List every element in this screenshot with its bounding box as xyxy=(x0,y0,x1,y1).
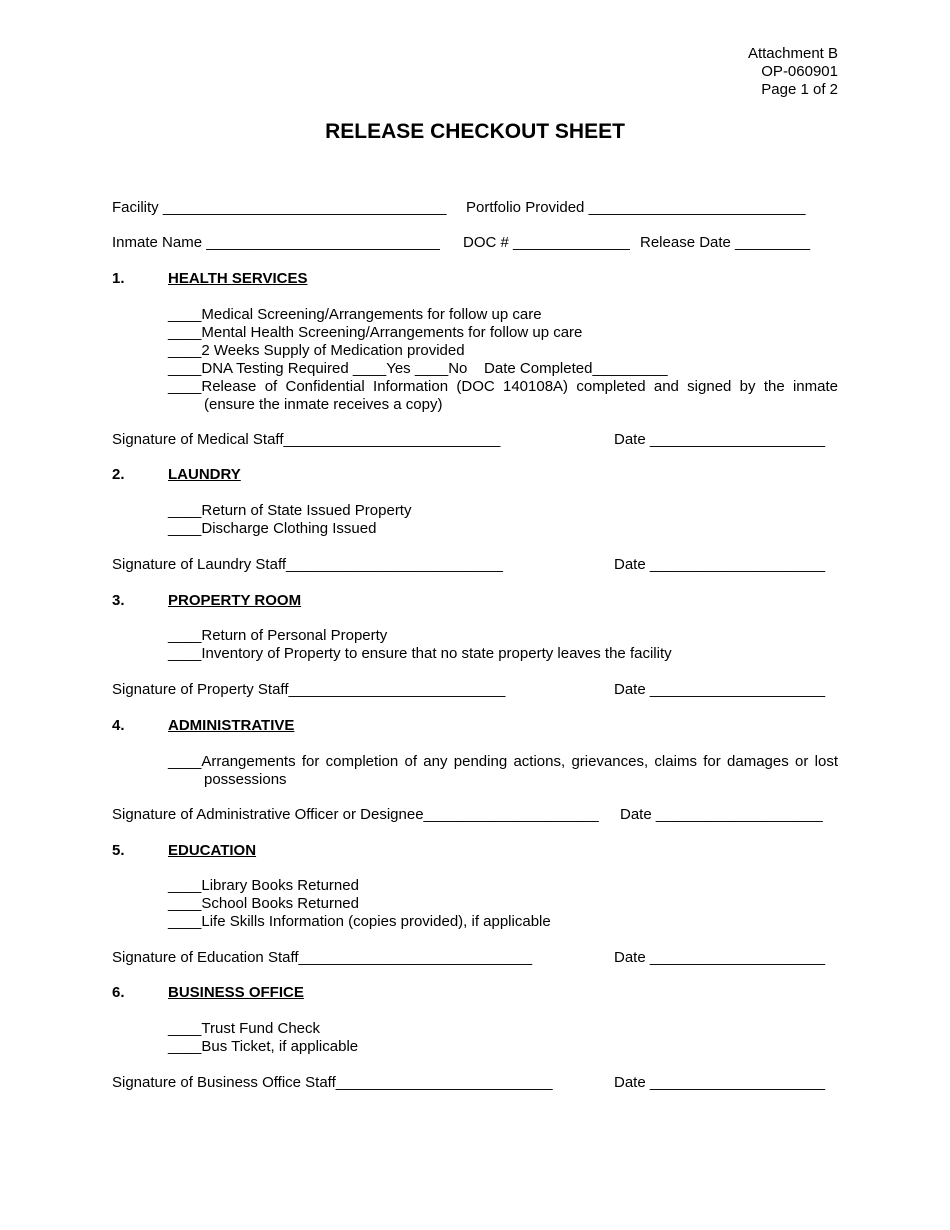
section-title-education: EDUCATION xyxy=(168,842,257,859)
section-title-administrative: ADMINISTRATIVE xyxy=(168,717,295,734)
inmate-name-field[interactable]: Inmate Name ____________________________ xyxy=(112,234,440,251)
section-title-business-office: BUSINESS OFFICE xyxy=(168,984,304,1001)
laundry-date-field[interactable]: Date _____________________ xyxy=(614,556,826,573)
checklist-item-continuation: (ensure the inmate receives a copy) xyxy=(204,396,443,413)
checklist-item[interactable]: ____DNA Testing Required ____Yes ____No Date Completed_________ xyxy=(168,360,668,377)
attachment-label: Attachment B xyxy=(747,45,838,62)
checklist-item[interactable]: ____Trust Fund Check xyxy=(168,1020,321,1037)
doc-number-field[interactable]: DOC # ______________ xyxy=(463,234,630,251)
section-title-health-services: HEALTH SERVICES xyxy=(168,270,308,287)
business-office-date-field[interactable]: Date _____________________ xyxy=(614,1074,826,1091)
section-title-laundry: LAUNDRY xyxy=(168,466,241,483)
checklist-item[interactable]: ____Discharge Clothing Issued xyxy=(168,520,377,537)
medical-signature-field[interactable]: Signature of Medical Staff__________________________ xyxy=(112,431,501,448)
checklist-item[interactable]: ____Arrangements for completion of any pending actions, grievances, claims for damages or lost xyxy=(168,753,838,770)
checklist-item[interactable]: ____Medical Screening/Arrangements for follow up care xyxy=(168,306,542,323)
medical-date-field[interactable]: Date _____________________ xyxy=(614,431,826,448)
laundry-signature-field[interactable]: Signature of Laundry Staff__________________________ xyxy=(112,556,503,573)
checklist-item-continuation: possessions xyxy=(204,771,287,788)
administrative-date-field[interactable]: Date ____________________ xyxy=(620,806,823,823)
section-number: 4. xyxy=(112,717,125,734)
checklist-item[interactable]: ____Return of State Issued Property xyxy=(168,502,412,519)
facility-field[interactable]: Facility __________________________________ xyxy=(112,199,447,216)
checklist-item[interactable]: ____Return of Personal Property xyxy=(168,627,388,644)
section-title-property-room: PROPERTY ROOM xyxy=(168,592,302,609)
portfolio-provided-field[interactable]: Portfolio Provided __________________________ xyxy=(466,199,806,216)
page-number: Page 1 of 2 xyxy=(761,81,838,98)
checklist-item[interactable]: ____Bus Ticket, if applicable xyxy=(168,1038,359,1055)
property-signature-field[interactable]: Signature of Property Staff__________________________ xyxy=(112,681,506,698)
section-number: 2. xyxy=(112,466,125,483)
checklist-item[interactable]: ____Mental Health Screening/Arrangements for follow up care xyxy=(168,324,583,341)
page-title: RELEASE CHECKOUT SHEET xyxy=(325,120,625,143)
checklist-item[interactable]: ____School Books Returned xyxy=(168,895,359,912)
checklist-item[interactable]: ____Release of Confidential Information (DOC 140108A) completed and signed by the inmate xyxy=(168,378,838,395)
document-id: OP-060901 xyxy=(761,63,838,80)
section-number: 1. xyxy=(112,270,125,287)
checklist-item[interactable]: ____Life Skills Information (copies provided), if applicable xyxy=(168,913,551,930)
section-number: 5. xyxy=(112,842,125,859)
section-number: 3. xyxy=(112,592,125,609)
administrative-signature-field[interactable]: Signature of Administrative Officer or Designee_____________________ xyxy=(112,806,599,823)
checklist-item[interactable]: ____2 Weeks Supply of Medication provided xyxy=(168,342,465,359)
education-date-field[interactable]: Date _____________________ xyxy=(614,949,826,966)
checklist-item[interactable]: ____Inventory of Property to ensure that no state property leaves the facility xyxy=(168,645,672,662)
checklist-item[interactable]: ____Library Books Returned xyxy=(168,877,359,894)
section-number: 6. xyxy=(112,984,125,1001)
education-signature-field[interactable]: Signature of Education Staff____________________________ xyxy=(112,949,533,966)
business-office-signature-field[interactable]: Signature of Business Office Staff__________________________ xyxy=(112,1074,553,1091)
release-date-field[interactable]: Release Date _________ xyxy=(640,234,811,251)
property-date-field[interactable]: Date _____________________ xyxy=(614,681,826,698)
